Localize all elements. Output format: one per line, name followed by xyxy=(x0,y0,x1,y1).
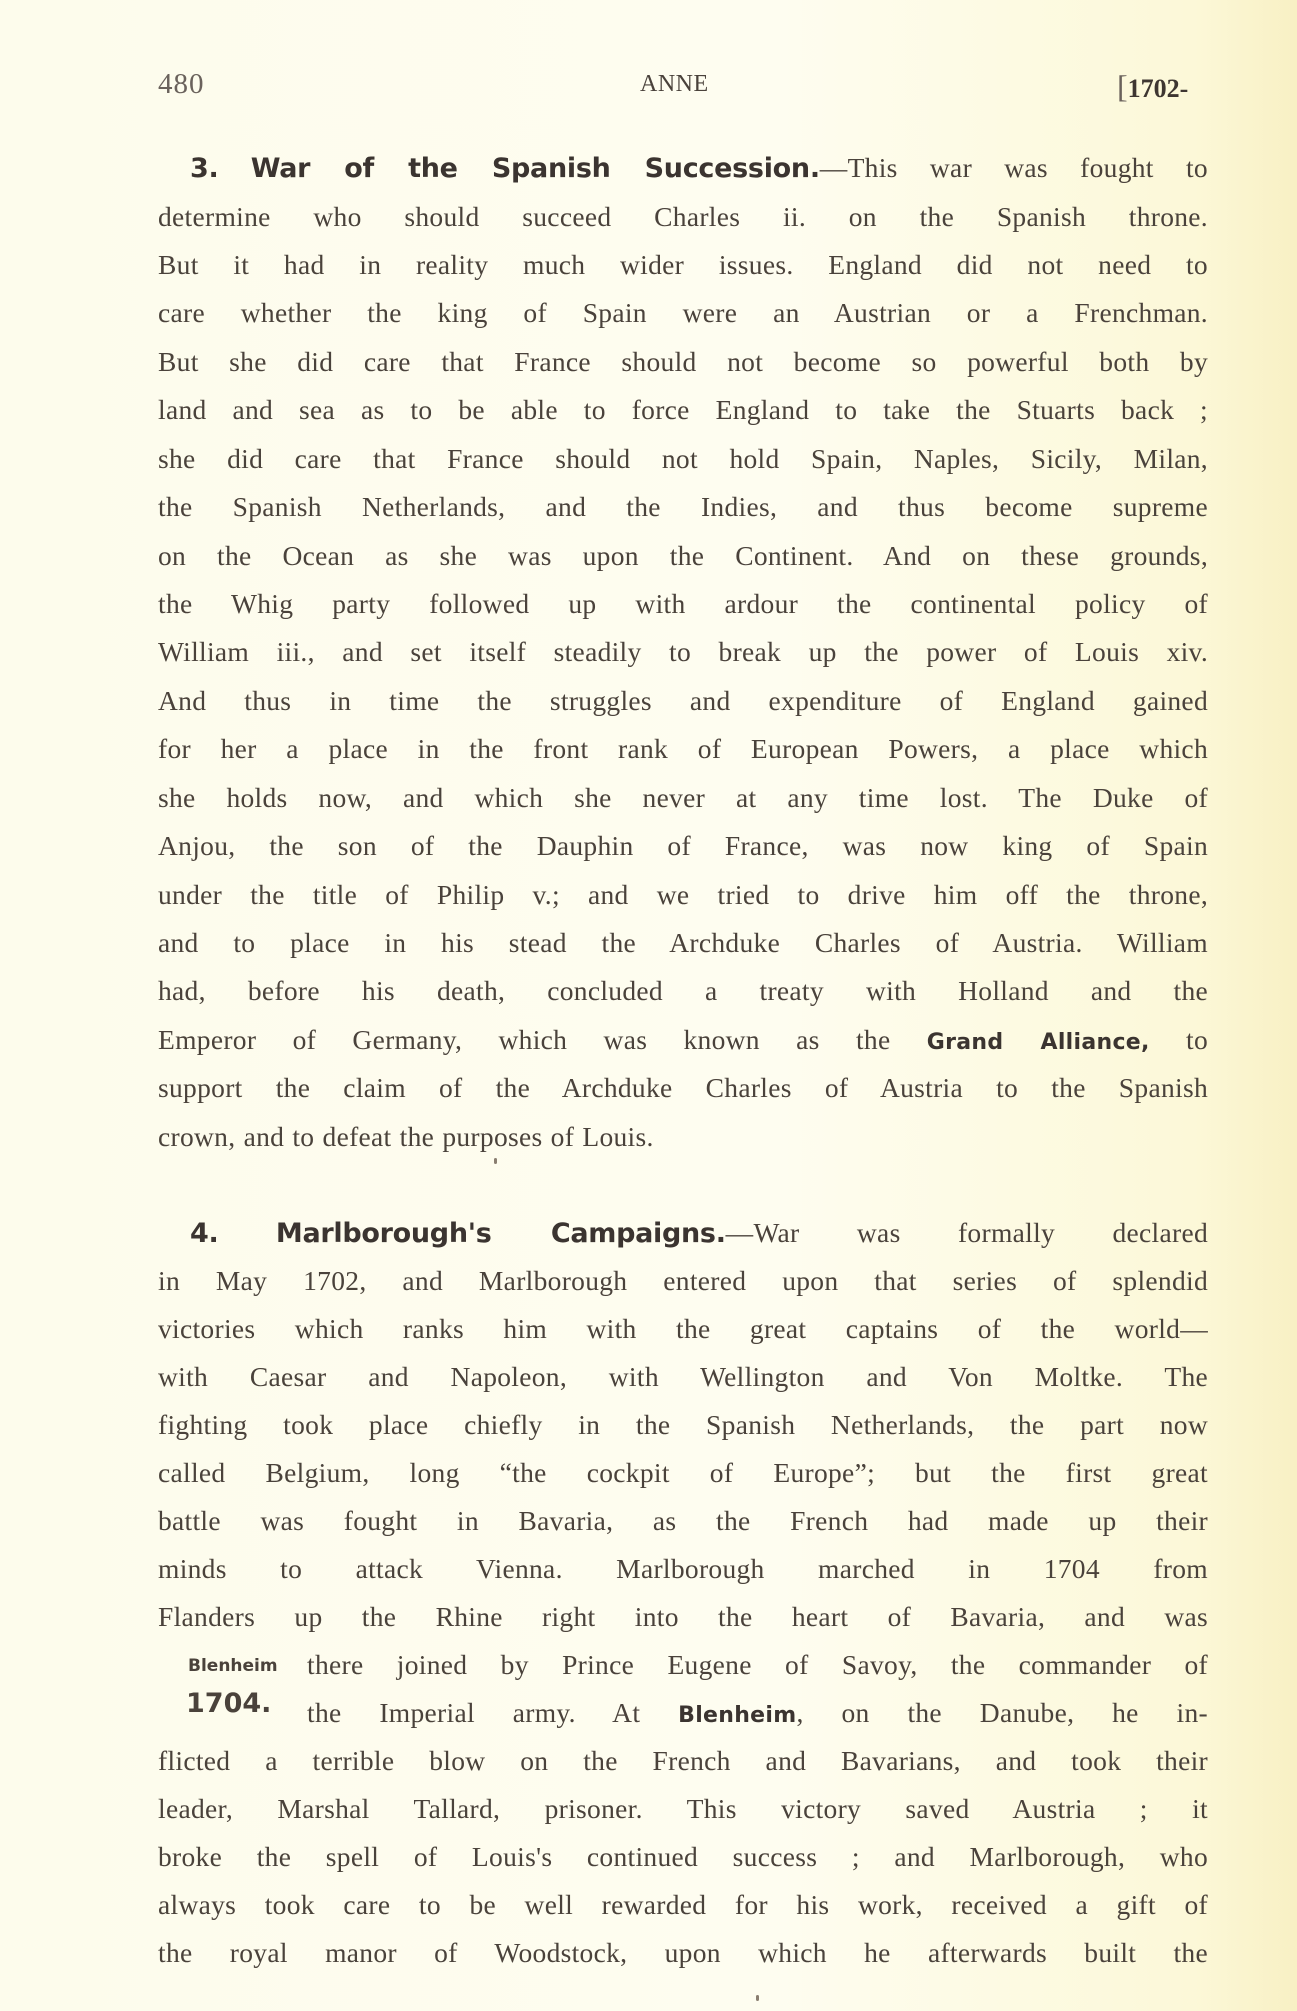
page-number: 480 xyxy=(158,68,205,100)
running-title: ANNE xyxy=(640,71,709,97)
paragraph-line: But it had in reality much wider issues. England did not need to xyxy=(158,249,1208,280)
paragraph-line: and to place in his stead the Archduke Charles of Austria. William xyxy=(158,927,1208,958)
paragraph-line: minds to attack Vienna. Marlborough marched in 1704 from xyxy=(158,1553,1208,1584)
paragraph-line: on the Ocean as she was upon the Continent. And on these grounds, xyxy=(158,540,1208,571)
paragraph-line: she holds now, and which she never at any time lost. The Duke of xyxy=(158,782,1208,813)
margin-note-battle: Blenheim xyxy=(188,1656,278,1676)
paragraph-line: determine who should succeed Charles ii. on the Spanish throne. xyxy=(158,201,1208,232)
date-text: 1702- xyxy=(1127,74,1189,103)
paragraph-line: under the title of Philip v.; and we tried to drive him off the throne, xyxy=(158,879,1208,910)
paragraph-line: And thus in time the struggles and expenditure of England gained xyxy=(158,685,1208,716)
paragraph-line: Anjou, the son of the Dauphin of France, was now king of Spain xyxy=(158,830,1208,861)
paragraph-line xyxy=(307,1695,1208,1731)
paragraph-line: land and sea as to be able to force England to take the Stuarts back ; xyxy=(158,394,1208,425)
paragraph-line: the Spanish Netherlands, and the Indies, and thus become supreme xyxy=(158,491,1208,522)
paragraph-text: Emperor of Germany, which was known as the xyxy=(158,1024,927,1055)
date-bracket: [ xyxy=(1117,68,1128,104)
grand-alliance-term: Grand Alliance, xyxy=(926,1030,1150,1055)
section-number: 4. xyxy=(190,1218,219,1249)
paragraph-line: had, before his death, concluded a treaty with Holland and the xyxy=(158,975,1208,1006)
paragraph-line: there joined by Prince Eugene of Savoy, the commander of xyxy=(307,1649,1208,1680)
paragraph-line: in May 1702, and Marlborough entered upon that series of splendid xyxy=(158,1265,1208,1296)
section-3-heading-line xyxy=(190,150,1208,186)
running-header xyxy=(0,68,1297,108)
section-4-heading-line xyxy=(190,1215,1208,1251)
paragraph-line: the Whig party followed up with ardour the continental policy of xyxy=(158,588,1208,619)
paragraph-line: victories which ranks him with the great captains of the world— xyxy=(158,1313,1208,1344)
paper-speck xyxy=(494,1158,497,1164)
paragraph-text: , on the Danube, he in- xyxy=(796,1697,1208,1728)
paragraph-line: fighting took place chiefly in the Spanish Netherlands, the part now xyxy=(158,1409,1208,1440)
paragraph-line: with Caesar and Napoleon, with Wellington and Von Moltke. The xyxy=(158,1361,1208,1392)
paragraph-line: for her a place in the front rank of European Powers, a place which xyxy=(158,733,1208,764)
blenheim-term: Blenheim xyxy=(678,1703,797,1728)
paragraph-line: support the claim of the Archduke Charles of Austria to the Spanish xyxy=(158,1072,1208,1103)
paragraph-line: battle was fought in Bavaria, as the French had made up their xyxy=(158,1505,1208,1536)
paragraph-line: care whether the king of Spain were an Austrian or a Frenchman. xyxy=(158,297,1208,328)
paragraph-line: she did care that France should not hold Spain, Naples, Sicily, Milan, xyxy=(158,443,1208,474)
paragraph-line: the royal manor of Woodstock, upon which he afterwards built the xyxy=(158,1937,1208,1968)
paragraph-line: William iii., and set itself steadily to break up the power of Louis xiv. xyxy=(158,636,1208,667)
section-heading: Marlborough's Campaigns. xyxy=(275,1218,726,1249)
paper-speck xyxy=(756,1995,759,2001)
paragraph-line: flicted a terrible blow on the French and Bavarians, and took their xyxy=(158,1745,1208,1776)
paragraph-text: the Imperial army. At xyxy=(307,1697,679,1728)
section-number: 3. xyxy=(190,153,219,184)
paragraph-text: —War was formally declared xyxy=(725,1217,1208,1248)
paragraph-line: called Belgium, long “the cockpit of Europe”; but the first great xyxy=(158,1457,1208,1488)
paragraph-text: to xyxy=(1149,1024,1208,1055)
header-date xyxy=(1117,68,1188,105)
paragraph-line xyxy=(158,1022,1208,1058)
paragraph-text: —This war was fought to xyxy=(819,152,1208,183)
paragraph-line: broke the spell of Louis's continued success ; and Marlborough, who xyxy=(158,1841,1208,1872)
margin-note-year: 1704. xyxy=(186,1688,272,1719)
paragraph-line: always took care to be well rewarded for his work, received a gift of xyxy=(158,1889,1208,1920)
paragraph-line: Flanders up the Rhine right into the heart of Bavaria, and was xyxy=(158,1601,1208,1632)
section-heading: War of the Spanish Succession. xyxy=(250,153,820,184)
paragraph-line: leader, Marshal Tallard, prisoner. This victory saved Austria ; it xyxy=(158,1793,1208,1824)
paragraph-line: But she did care that France should not become so powerful both by xyxy=(158,346,1208,377)
paragraph-line: crown, and to defeat the purposes of Louis. xyxy=(158,1121,654,1152)
